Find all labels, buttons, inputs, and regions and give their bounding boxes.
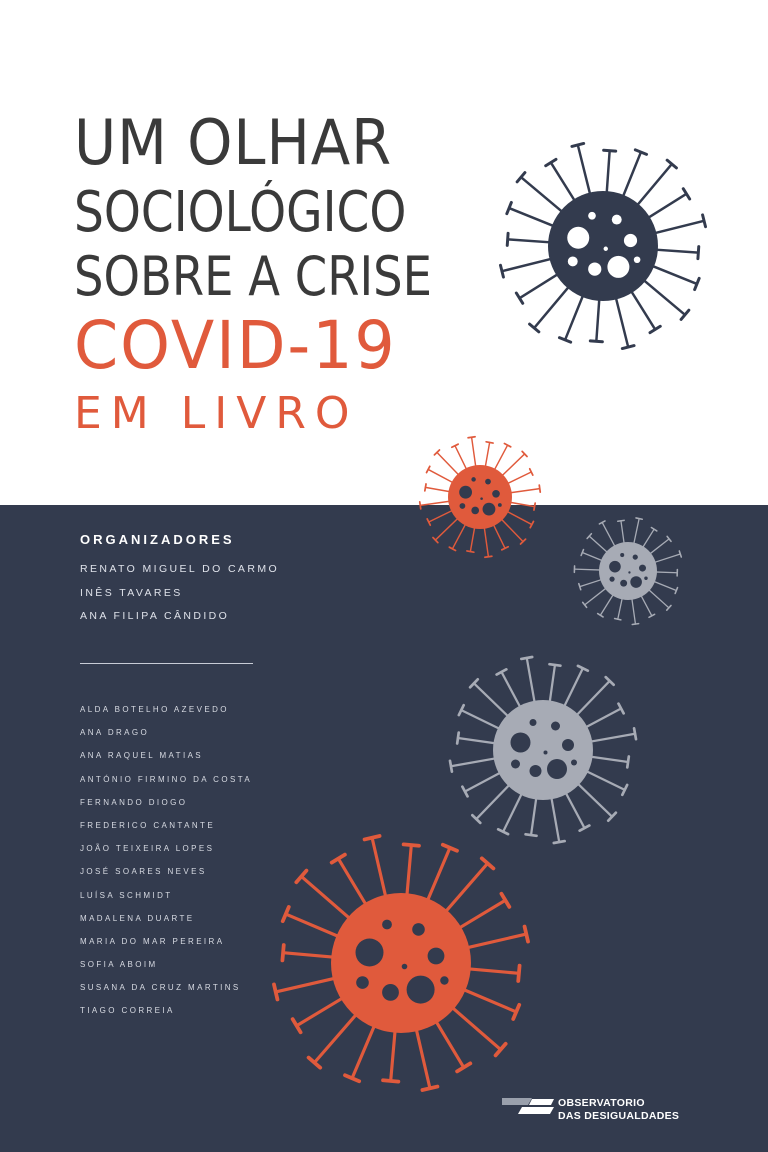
author-name: LUÍSA SCHMIDT	[80, 890, 173, 900]
title-line-em-livro: EM LIVRO	[74, 388, 359, 439]
author-name: ANA RAQUEL MATIAS	[80, 751, 204, 761]
section-divider	[80, 663, 253, 664]
virus-grey-small-icon	[566, 512, 690, 630]
publisher-name	[558, 1097, 679, 1123]
organizer-name: ANA FILIPA CÂNDIDO	[80, 610, 230, 622]
title-line-2: SOCIOLÓGICO	[74, 180, 407, 245]
author-name: ANA DRAGO	[80, 728, 150, 738]
publisher-logo	[502, 1096, 702, 1130]
author-name: ANTÓNIO FIRMINO DA COSTA	[80, 774, 253, 784]
publisher-name-line-2: DAS DESIGUALDADES	[558, 1110, 680, 1122]
author-name: MADALENA DUARTE	[80, 913, 195, 923]
author-name: JOSÉ SOARES NEVES	[80, 867, 207, 877]
title-line-covid: COVID-19	[74, 307, 397, 384]
author-name: SUSANA DA CRUZ MARTINS	[80, 983, 241, 993]
virus-grey-medium-icon	[438, 650, 648, 850]
virus-orange-small-icon	[400, 422, 560, 572]
author-name: ALDA BOTELHO AZEVEDO	[80, 705, 229, 714]
organizer-name: RENATO MIGUEL DO CARMO	[80, 563, 280, 575]
author-name: TIAGO CORREIA	[80, 1006, 175, 1016]
organizers-list	[80, 562, 279, 633]
title-line-3: SOBRE A CRISE	[74, 245, 433, 308]
publisher-logo-icon	[502, 1098, 554, 1114]
virus-orange-large-icon	[256, 828, 546, 1098]
author-name: SOFIA ABOIM	[80, 960, 158, 970]
author-name: JOÃO TEIXEIRA LOPES	[80, 844, 215, 854]
publisher-name-line-1: OBSERVATORIO	[558, 1097, 645, 1109]
authors-list	[80, 704, 252, 1029]
author-name: FERNANDO DIOGO	[80, 797, 188, 807]
organizers-heading: ORGANIZADORES	[80, 532, 235, 547]
title-line-1: UM OLHAR	[74, 106, 393, 179]
virus-navy-icon	[490, 140, 716, 352]
organizer-name: INÊS TAVARES	[80, 586, 183, 599]
author-name: FREDERICO CANTANTE	[80, 820, 216, 830]
author-name: MARIA DO MAR PEREIRA	[80, 936, 225, 946]
